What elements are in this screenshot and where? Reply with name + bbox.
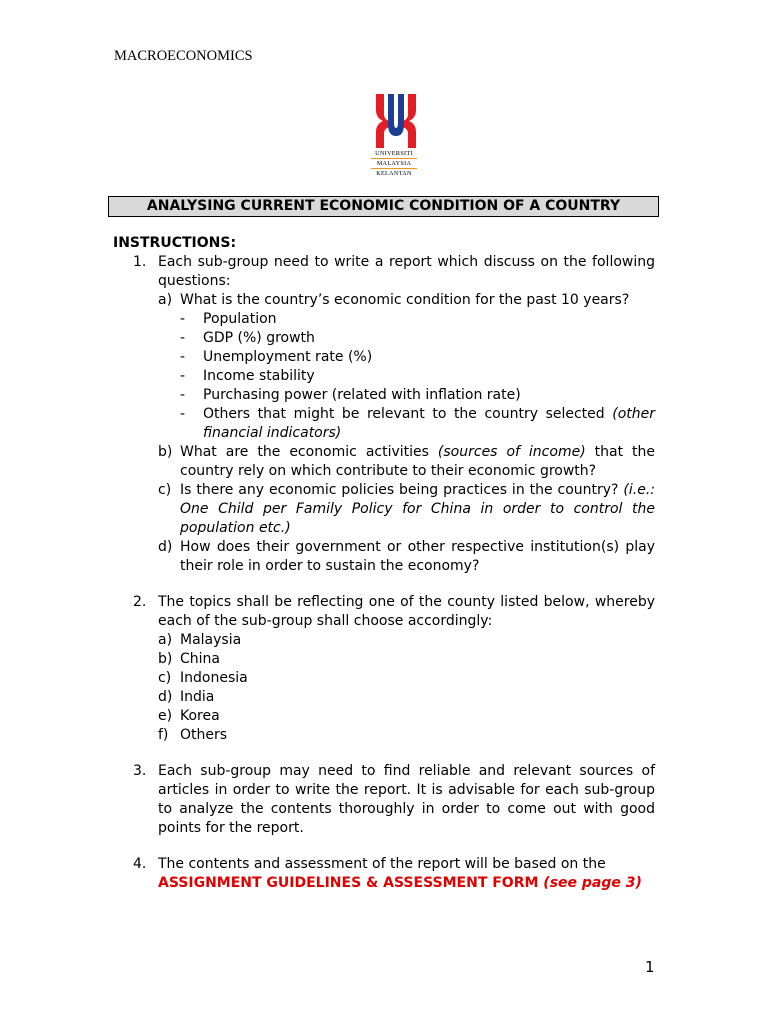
list-item: [158, 650, 655, 669]
list-item: [180, 348, 655, 367]
bullet-text: [203, 405, 655, 443]
question-text: [180, 481, 655, 538]
item-text: [158, 855, 655, 893]
logo-divider: [371, 168, 417, 169]
question-d: [158, 538, 655, 576]
page-reference: (see page 3): [543, 875, 642, 891]
instruction-item-1: [113, 253, 655, 291]
list-item: [180, 367, 655, 386]
dash-bullet: -: [180, 349, 186, 365]
item-text: Each sub-group may need to find reliable and relevant sources of articles in order to write the report. It is advisable for each sub-group to analyze the contents thoroughly in order to come out with good points for the report.: [158, 763, 655, 836]
question-marker: a): [158, 292, 173, 308]
question-b: [158, 443, 655, 481]
logo-text-universiti: UNIVERSITI: [375, 150, 413, 157]
country-option: Indonesia: [180, 670, 248, 686]
list-item: [180, 386, 655, 405]
list-item: [158, 688, 655, 707]
option-marker: f): [158, 727, 169, 743]
text-part: What are the economic activities: [180, 444, 438, 460]
item-number: 4.: [133, 856, 147, 872]
text-italic: (i.e.: One Child per Family Policy for China in order to control the population etc.): [180, 482, 655, 536]
bullet-text-italic: (other financial indicators): [203, 406, 655, 441]
option-marker: b): [158, 651, 173, 667]
country-option: India: [180, 689, 215, 705]
dash-bullet: -: [180, 368, 186, 384]
list-item: [180, 329, 655, 348]
country-option: Malaysia: [180, 632, 242, 648]
bullet-text: GDP (%) growth: [203, 330, 315, 346]
question-marker: c): [158, 482, 172, 498]
question-marker: d): [158, 539, 173, 555]
instructions-heading: INSTRUCTIONS:: [113, 235, 237, 251]
item-text: The topics shall be reflecting one of the county listed below, whereby each of the sub-group shall choose accordingly:: [158, 594, 655, 629]
question-text: How does their government or other respective institution(s) play their role in order to sustain the economy?: [180, 539, 655, 574]
country-option: China: [180, 651, 220, 667]
instruction-item-4: [113, 855, 655, 893]
logo-text-malaysia: MALAYSIA: [376, 160, 412, 167]
country-option: Others: [180, 727, 228, 743]
item-number: 3.: [133, 763, 147, 779]
logo-divider: [371, 158, 417, 159]
question-a: [158, 291, 655, 310]
page-number: 1: [645, 958, 655, 976]
question-text: [180, 443, 655, 481]
option-marker: a): [158, 632, 173, 648]
instructions-section: [113, 234, 655, 893]
country-option: Korea: [180, 708, 220, 724]
item-number: 2.: [133, 594, 147, 610]
university-logo: [370, 92, 422, 188]
text-part: Is there any economic policies being practices in the country?: [180, 482, 624, 498]
bullet-text: Population: [203, 311, 277, 327]
item-number: 1.: [133, 254, 147, 270]
list-item: [180, 405, 655, 443]
logo-emblem-icon: [370, 92, 422, 150]
question-c: [158, 481, 655, 538]
bullet-text: Unemployment rate (%): [203, 349, 373, 365]
list-item: [180, 310, 655, 329]
dash-bullet: -: [180, 330, 186, 346]
instruction-item-3: [113, 762, 655, 838]
bullet-text: Purchasing power (related with inflation rate): [203, 387, 521, 403]
bullet-text-main: Others that might be relevant to the country selected: [203, 406, 613, 422]
document-title: ANALYSING CURRENT ECONOMIC CONDITION OF A COUNTRY: [108, 196, 659, 217]
list-item: [158, 707, 655, 726]
question-text: What is the country’s economic condition for the past 10 years?: [180, 292, 630, 308]
option-marker: c): [158, 670, 172, 686]
text-part: that the country rely on which contribute to their economic growth?: [180, 444, 656, 479]
list-item: [158, 631, 655, 650]
logo-text-kelantan: KELANTAN: [376, 170, 412, 177]
list-item: [158, 669, 655, 688]
question-marker: b): [158, 444, 173, 460]
assessment-form-reference: ASSIGNMENT GUIDELINES & ASSESSMENT FORM: [158, 875, 544, 891]
list-item: [158, 726, 655, 745]
bullet-text: Income stability: [203, 368, 315, 384]
text-italic: (sources of income): [437, 444, 586, 460]
instruction-item-2: [113, 593, 655, 631]
option-marker: d): [158, 689, 173, 705]
option-marker: e): [158, 708, 173, 724]
header-course: MACROECONOMICS: [114, 48, 253, 64]
dash-bullet: -: [180, 406, 186, 422]
dash-bullet: -: [180, 387, 186, 403]
dash-bullet: -: [180, 311, 186, 327]
text-part: The contents and assessment of the report will be based on the: [158, 856, 606, 872]
item-text: Each sub-group need to write a report which discuss on the following questions:: [158, 254, 655, 289]
